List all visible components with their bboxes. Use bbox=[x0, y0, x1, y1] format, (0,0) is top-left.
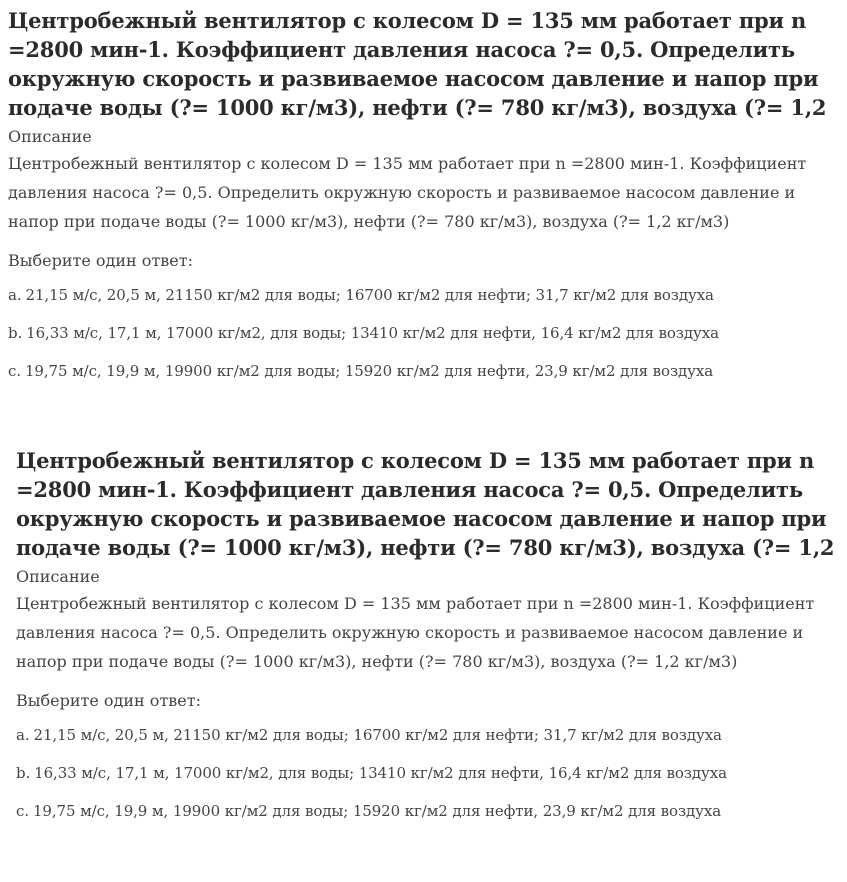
description-label: Описание bbox=[16, 567, 100, 586]
choose-answer-label: Выберите один ответ: bbox=[8, 251, 194, 270]
question-title: Центробежный вентилятор с колесом D = 135 мм работает при n =2800 мин-1. Коэффициент давления насоса ?= 0,5. Определить окружную скорость и развиваемое насосом давление и напор при подаче воды (?= 1000 кг/м3), нефти (?= 780 кг/м3), воздуха (?= 1,2 bbox=[8, 8, 827, 120]
option-prefix: a. bbox=[16, 726, 30, 744]
option-text: 16,33 м/с, 17,1 м, 17000 кг/м2, для воды; 13410 кг/м2 для нефти, 16,4 кг/м2 для воздуха bbox=[26, 324, 719, 342]
option-text: 19,75 м/с, 19,9 м, 19900 кг/м2 для воды; 15920 кг/м2 для нефти, 23,9 кг/м2 для воздуха bbox=[32, 802, 722, 820]
answer-option-c[interactable] bbox=[8, 360, 847, 382]
option-prefix: b. bbox=[8, 324, 23, 342]
option-prefix: c. bbox=[8, 362, 21, 380]
question-block bbox=[8, 6, 847, 382]
answer-option-b[interactable] bbox=[8, 322, 847, 344]
option-text: 19,75 м/с, 19,9 м, 19900 кг/м2 для воды; 15920 кг/м2 для нефти, 23,9 кг/м2 для воздуха bbox=[24, 362, 714, 380]
answer-options bbox=[8, 284, 847, 382]
option-text: 21,15 м/с, 20,5 м, 21150 кг/м2 для воды; 16700 кг/м2 для нефти; 31,7 кг/м2 для воздуха bbox=[25, 286, 714, 304]
question-title: Центробежный вентилятор с колесом D = 135 мм работает при n =2800 мин-1. Коэффициент давления насоса ?= 0,5. Определить окружную скорость и развиваемое насосом давление и напор при подаче воды (?= 1000 кг/м3), нефти (?= 780 кг/м3), воздуха (?= 1,2 bbox=[16, 448, 835, 560]
answer-option-b[interactable] bbox=[16, 762, 847, 784]
option-prefix: b. bbox=[16, 764, 31, 782]
description-label: Описание bbox=[8, 127, 92, 146]
answer-option-a[interactable] bbox=[16, 724, 847, 746]
option-text: 16,33 м/с, 17,1 м, 17000 кг/м2, для воды; 13410 кг/м2 для нефти, 16,4 кг/м2 для воздуха bbox=[34, 764, 727, 782]
description-text: Центробежный вентилятор с колесом D = 135 мм работает при n =2800 мин-1. Коэффициент давления насоса ?= 0,5. Определить окружную скорость и развиваемое насосом давление и напор при подаче воды (?= 1000 кг/м3), нефти (?= 780 кг/м3), воздуха (?= 1,2 кг/м3) bbox=[8, 154, 807, 231]
option-prefix: a. bbox=[8, 286, 22, 304]
option-text: 21,15 м/с, 20,5 м, 21150 кг/м2 для воды; 16700 кг/м2 для нефти; 31,7 кг/м2 для воздуха bbox=[33, 726, 722, 744]
answer-option-c[interactable] bbox=[16, 800, 847, 822]
option-prefix: c. bbox=[16, 802, 29, 820]
answer-option-a[interactable] bbox=[8, 284, 847, 306]
answer-options bbox=[16, 724, 847, 822]
choose-answer-label: Выберите один ответ: bbox=[16, 691, 202, 710]
description-text: Центробежный вентилятор с колесом D = 135 мм работает при n =2800 мин-1. Коэффициент давления насоса ?= 0,5. Определить окружную скорость и развиваемое насосом давление и напор при подаче воды (?= 1000 кг/м3), нефти (?= 780 кг/м3), воздуха (?= 1,2 кг/м3) bbox=[16, 594, 815, 671]
question-block bbox=[16, 446, 847, 822]
